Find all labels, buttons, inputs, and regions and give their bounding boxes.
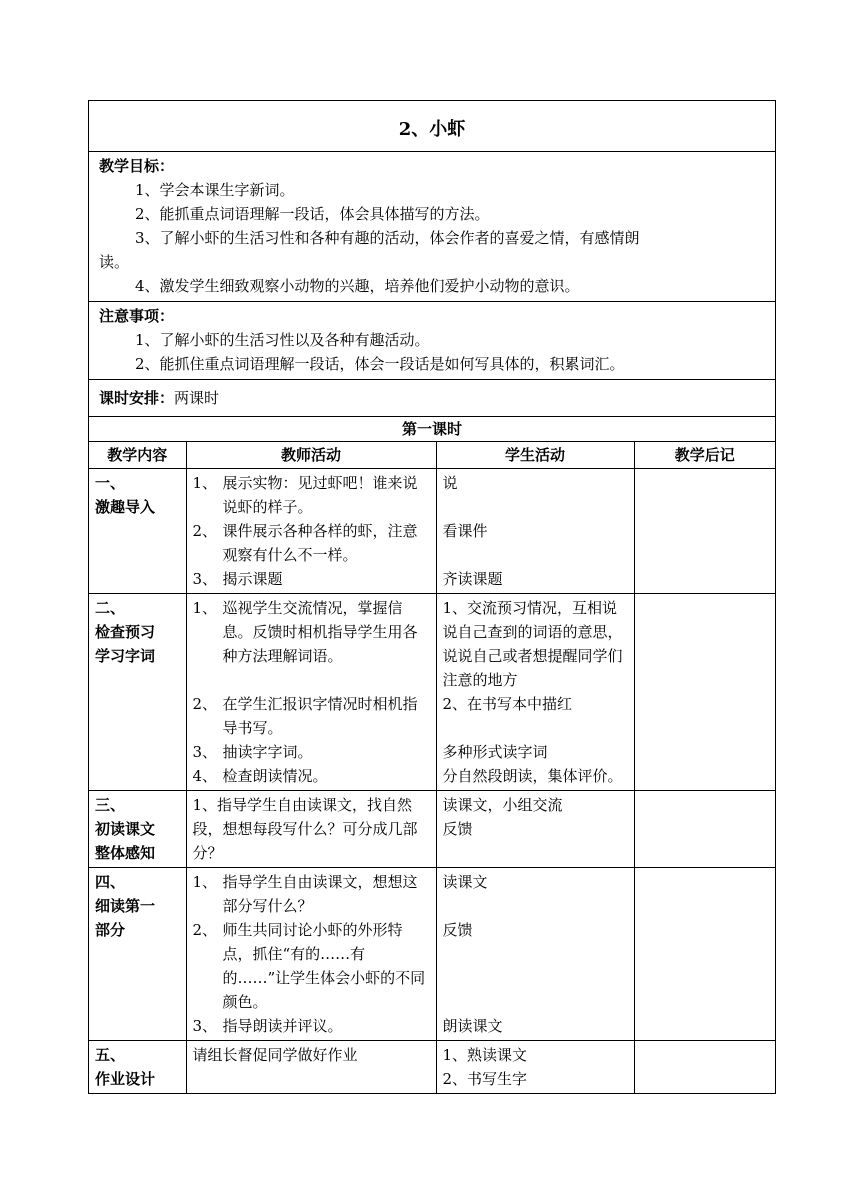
goals-heading: 教学目标： (99, 157, 175, 175)
goal-item: 1、学会本课生字新词。 (135, 181, 295, 199)
schedule-label: 课时安排： (99, 389, 175, 407)
stage-cell: 四、 细读第一 部分 (89, 868, 186, 1041)
teacher-step: 2、 在学生汇报识字情况时相机指导书写。 (192, 695, 418, 737)
column-header: 教师活动 (186, 442, 436, 469)
table-header-row (89, 442, 775, 469)
notes-cell (634, 791, 775, 868)
teacher-step: 2、 课件展示各种各样的虾，注意观察有什么不一样。 (192, 522, 418, 564)
stage-cell: 三、 初读课文 整体感知 (89, 791, 186, 868)
schedule-section (89, 380, 775, 417)
lesson-table (89, 442, 775, 1093)
table-row (89, 594, 775, 791)
page-title: 2、小虾 (89, 101, 775, 152)
goal-item: 4、激发学生细致观察小动物的兴趣，培养他们爱护小动物的意识。 (135, 277, 580, 295)
teacher-step: 3、 抽读字字词。 (192, 743, 313, 761)
notes-section (89, 302, 775, 380)
notes-cell (634, 1041, 775, 1094)
student-cell: 1、熟读课文 2、书写生字 (436, 1041, 634, 1094)
student-cell: 读课文 反馈 朗读课文 (436, 868, 634, 1041)
teacher-cell (186, 868, 436, 1041)
stage-label: 激趣导入 (95, 498, 156, 516)
schedule-value: 两课时 (174, 389, 220, 407)
teacher-step: 1、 指导学生自由读课文，想想这部分写什么？ (192, 873, 418, 915)
teacher-step: 2、 师生共同讨论小虾的外形特点，抓住“有的……有的……”让学生体会小虾的不同颜色。 (192, 921, 426, 1011)
lesson-plan-document (88, 100, 776, 1094)
column-header: 教学后记 (634, 442, 775, 469)
teacher-step: 1、 巡视学生交流情况，掌握信息。反馈时相机指导学生用各种方法理解词语。 (192, 599, 418, 665)
notes-cell (634, 868, 775, 1041)
teacher-step: 1、 展示实物：见过虾吧！谁来说说虾的样子。 (192, 474, 418, 516)
stage-number: 一、 (95, 474, 126, 492)
goal-item: 2、能抓重点词语理解一段话，体会具体描写的方法。 (135, 205, 490, 223)
notes-heading: 注意事项： (99, 307, 175, 325)
teacher-cell (186, 469, 436, 594)
goal-item-continued: 读。 (99, 253, 130, 271)
goal-item: 3、了解小虾的生活习性和各种有趣的活动，体会作者的喜爱之情，有感情朗 (135, 229, 640, 247)
teacher-cell (186, 594, 436, 791)
column-header: 教学内容 (89, 442, 186, 469)
teacher-step: 3、 揭示课题 (192, 570, 283, 588)
teacher-cell: 1、指导学生自由读课文，找自然段，想想每段写什么？可分成几部分？ (186, 791, 436, 868)
note-item: 1、了解小虾的生活习性以及各种有趣活动。 (135, 331, 430, 349)
student-cell: 读课文，小组交流 反馈 (436, 791, 634, 868)
column-header: 学生活动 (436, 442, 634, 469)
note-item: 2、能抓住重点词语理解一段话，体会一段话是如何写具体的，积累词汇。 (135, 355, 625, 373)
lesson-title: 第一课时 (89, 417, 775, 442)
teacher-step: 4、 检查朗读情况。 (192, 767, 328, 785)
teacher-cell: 请组长督促同学做好作业 (186, 1041, 436, 1094)
table-row (89, 469, 775, 594)
student-cell: 说 看课件 齐读课题 (436, 469, 634, 594)
student-cell: 1、交流预习情况，互相说说自己查到的词语的意思，说说自己或者想提醒同学们注意的地方 2、在书写本中描红 多种形式读字词 分自然段朗读，集体评价。 (436, 594, 634, 791)
stage-cell (89, 469, 186, 594)
stage-cell: 五、 作业设计 (89, 1041, 186, 1094)
table-row (89, 791, 775, 868)
stage-cell: 二、 检查预习 学习字词 (89, 594, 186, 791)
notes-cell (634, 469, 775, 594)
teacher-step: 3、 指导朗读并评议。 (192, 1017, 343, 1035)
table-row (89, 868, 775, 1041)
table-row (89, 1041, 775, 1094)
goals-section (89, 152, 775, 302)
notes-cell (634, 594, 775, 791)
